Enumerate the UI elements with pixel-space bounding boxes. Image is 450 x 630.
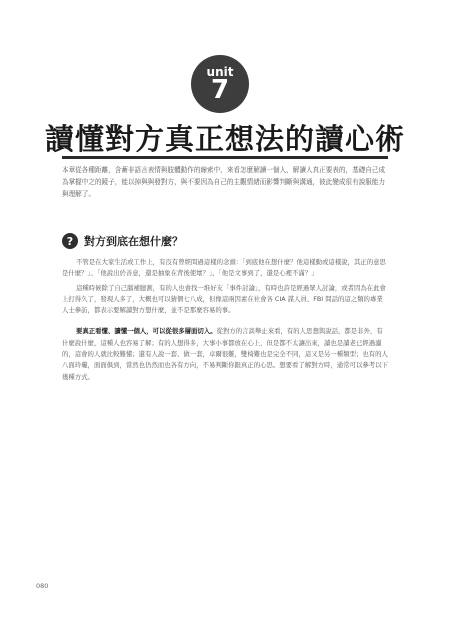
unit-badge	[191, 55, 249, 113]
section-heading	[62, 232, 388, 250]
body-paragraph-2: 這種時候除了自己腦補臆測，有的人也會找一堆好友「事件討論」，有時也許是經過眾人討論，或者因為在此會上打得久了，發現人多了，大概也可以猜個七八成，但像這兩因素在社會各 CIA 謀人員、FBI 問話的這之類的專業人士參訪，都表示要解讀對方想什麼，並不是那麼容易的事。	[62, 283, 386, 315]
page-number: 080	[36, 582, 49, 590]
question-icon: ?	[62, 233, 78, 249]
unit-label: unit	[206, 65, 234, 79]
body-paragraph-1: 不管是在大家生活或工作上，有沒有曾經問過這樣的念頭：「到底他在想什麼？他這樣動或這樣說，其正的意思是什麼？」、「他說出於善意，還是抽象在背後使壞？」、「他是文事到了，還是心裡不滿？」	[62, 258, 386, 278]
body-text	[62, 257, 388, 386]
bold-lead-sentence: 要真正看懂、讀懂一個人，可以從很多層面切入。	[76, 327, 217, 336]
chapter-title: 讀懂對方真正想法的讀心術	[44, 122, 405, 156]
title-divider	[62, 156, 388, 159]
body-paragraph-3-text: 從對方的言談舉止來看，有的人思想與說話，都是非外，有什麼說什麼，這種人也容易了解；有的人想得多，大事小事都放在心上，但是都不太讓出來，讀也是讀老已經過濾的，這會的人就比較難懂；還有人說一套、做一套，卓爾很難，雙椅難也是完全不同，這又是另一種類型；也有的人八面玲瓏，面面俱到，當然也仍然而也各有方向，不易判斷你跟真正的心思。想要看了解對方時，通常可以參考以下幾種方式。	[62, 327, 388, 381]
section-title: 對方到底在想什麼？	[84, 235, 183, 248]
body-paragraph-3	[62, 326, 388, 382]
intro-text	[62, 164, 388, 200]
intro-paragraph: 本章從各種距離，含蓄非語言表情與肢體動作的線索中，來看怎麼解讀一個人，解讀人真正要表的，基礎自己成為掌握中之的鏡子，能以掉與與發對方，與不要因為自己的主觀情緒而影響判斷與溝通，彼此變成很有說服能力與理解了。	[62, 166, 386, 198]
unit-number: 7	[210, 75, 230, 105]
